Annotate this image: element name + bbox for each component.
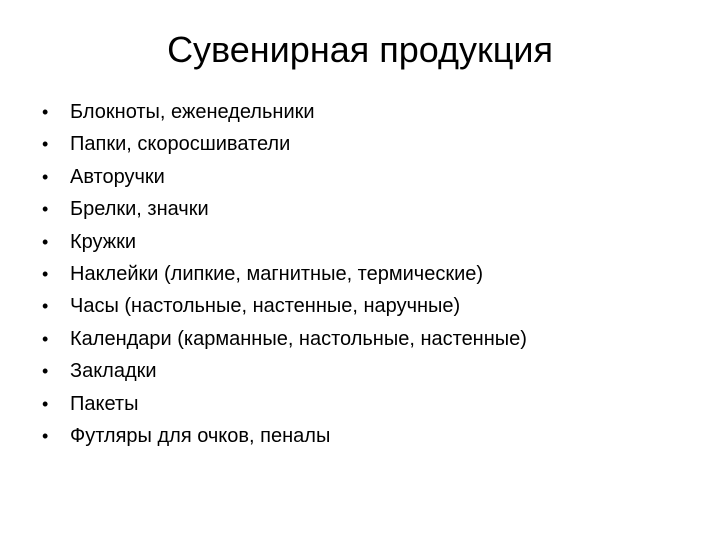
bullet-icon: • [42, 166, 49, 187]
slide-title: Сувенирная продукция [167, 29, 553, 70]
bullet-icon: • [42, 361, 49, 382]
bullet-icon: • [42, 134, 49, 155]
list-item-text: Футляры для очков, пеналы [70, 424, 331, 447]
bullet-icon: • [42, 199, 49, 220]
list-item-text: Календари (карманные, настольные, настенные) [70, 327, 527, 350]
list-item-text: Брелки, значки [70, 198, 209, 221]
list-item-text: Кружки [70, 230, 137, 253]
bullet-icon: • [42, 263, 49, 284]
bullet-icon: • [42, 296, 49, 317]
list-item-text: Блокноты, еженедельники [70, 101, 315, 123]
list-item-text: Пакеты [70, 392, 139, 415]
bullet-icon: • [42, 425, 49, 446]
bullet-icon: • [42, 328, 49, 349]
list-item-text: Наклейки (липкие, магнитные, термические) [70, 262, 484, 285]
list-item-text: Часы (настольные, настенные, наручные) [70, 295, 461, 318]
list-item-text: Авторучки [70, 165, 165, 188]
bullet-icon: • [42, 393, 49, 414]
list-item-text: Закладки [70, 360, 157, 383]
list-item-text: Папки, скоросшиватели [70, 133, 291, 156]
bullet-icon: • [42, 231, 49, 252]
bullet-icon: • [42, 102, 49, 122]
